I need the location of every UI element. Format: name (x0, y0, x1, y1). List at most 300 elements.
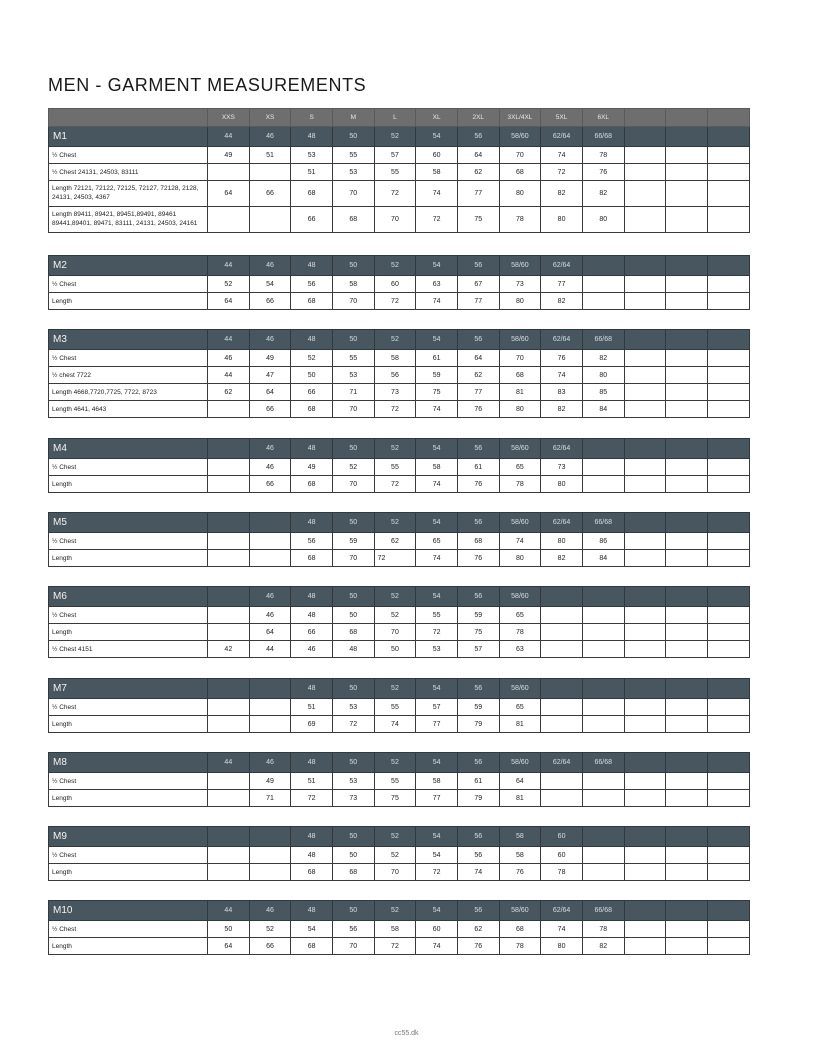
measurement-cell: 48 (332, 641, 374, 658)
model-size-cell: 48 (291, 439, 333, 459)
model-size-cell: 62/64 (541, 330, 583, 350)
measurement-cell: 44 (249, 641, 291, 658)
model-size-cell (666, 256, 708, 276)
model-size-cell: 50 (332, 827, 374, 847)
model-name: M10 (49, 901, 208, 921)
size-header-row (49, 109, 750, 127)
measurement-cell (666, 384, 708, 401)
measurement-cell: 71 (332, 384, 374, 401)
measurement-cell: 76 (457, 938, 499, 955)
table-m1 (48, 108, 750, 233)
table-row (49, 773, 750, 790)
measurement-cell (541, 607, 583, 624)
measurement-cell (208, 533, 250, 550)
measurement-cell: 72 (374, 401, 416, 418)
measurement-cell (249, 716, 291, 733)
table-row (49, 350, 750, 367)
measurement-cell (208, 773, 250, 790)
measurement-cell (707, 384, 749, 401)
model-header-row (49, 827, 750, 847)
measurement-cell (707, 276, 749, 293)
measurement-cell: 58 (416, 773, 458, 790)
table-m9 (48, 826, 750, 881)
table-m2 (48, 255, 750, 310)
row-label: Length (49, 476, 208, 493)
measurement-cell: 72 (374, 181, 416, 207)
measurement-cell: 50 (291, 367, 333, 384)
model-size-cell (582, 587, 624, 607)
measurement-cell (666, 641, 708, 658)
model-size-cell: 50 (332, 256, 374, 276)
measurement-cell (707, 624, 749, 641)
measurement-cell (624, 607, 666, 624)
model-size-cell (707, 127, 749, 147)
measurement-cell (208, 207, 250, 233)
measurement-cell: 74 (416, 181, 458, 207)
measurement-cell (208, 699, 250, 716)
model-size-cell: 58/60 (499, 256, 541, 276)
measurement-cell (582, 293, 624, 310)
measurement-cell (541, 641, 583, 658)
row-label: ½ Chest (49, 533, 208, 550)
measurement-cell: 70 (499, 147, 541, 164)
measurement-cell: 55 (332, 147, 374, 164)
measurement-cell: 46 (291, 641, 333, 658)
measurement-cell: 53 (332, 367, 374, 384)
measurement-cell: 82 (582, 350, 624, 367)
measurement-cell: 80 (541, 938, 583, 955)
measurement-cell: 68 (291, 938, 333, 955)
measurement-cell: 70 (332, 550, 374, 567)
measurement-cell: 70 (332, 938, 374, 955)
measurement-cell: 66 (291, 207, 333, 233)
model-size-cell: 58/60 (499, 513, 541, 533)
model-size-cell: 48 (291, 901, 333, 921)
measurement-cell: 77 (416, 716, 458, 733)
table-m8 (48, 752, 750, 807)
measurement-cell: 72 (374, 938, 416, 955)
measurement-cell (666, 790, 708, 807)
measurement-cell (666, 550, 708, 567)
measurement-cell (666, 938, 708, 955)
model-name: M2 (49, 256, 208, 276)
measurement-cell: 74 (416, 476, 458, 493)
measurement-cell (666, 276, 708, 293)
measurement-cell: 82 (541, 181, 583, 207)
table-row (49, 864, 750, 881)
measurement-cell (582, 641, 624, 658)
measurement-cell: 55 (374, 699, 416, 716)
measurement-cell: 64 (499, 773, 541, 790)
size-header-cell: 2XL (457, 109, 499, 127)
model-size-cell: 50 (332, 513, 374, 533)
model-header-row (49, 679, 750, 699)
measurement-cell (624, 207, 666, 233)
measurement-cell: 57 (457, 641, 499, 658)
measurement-cell: 64 (208, 938, 250, 955)
measurement-cell: 76 (457, 401, 499, 418)
model-size-cell: 56 (457, 827, 499, 847)
size-header-cell (666, 109, 708, 127)
model-size-cell (582, 679, 624, 699)
model-size-cell: 54 (416, 901, 458, 921)
model-name: M3 (49, 330, 208, 350)
measurement-cell (666, 533, 708, 550)
measurement-cell: 62 (374, 533, 416, 550)
table-m4 (48, 438, 750, 493)
model-header-row (49, 439, 750, 459)
measurement-cell: 51 (291, 773, 333, 790)
measurement-cell: 81 (499, 790, 541, 807)
measurement-cell (624, 181, 666, 207)
measurement-cell (208, 459, 250, 476)
model-size-cell (707, 679, 749, 699)
measurement-cell: 64 (249, 624, 291, 641)
measurement-cell: 82 (582, 938, 624, 955)
measurement-cell: 61 (416, 350, 458, 367)
model-size-cell (541, 679, 583, 699)
measurement-cell: 66 (291, 384, 333, 401)
model-size-cell: 44 (208, 127, 250, 147)
measurement-cell (624, 293, 666, 310)
measurement-cell: 64 (457, 350, 499, 367)
measurement-cell: 82 (541, 293, 583, 310)
size-header-label (49, 109, 208, 127)
model-size-cell: 66/68 (582, 901, 624, 921)
measurement-cell (707, 773, 749, 790)
measurement-cell (208, 607, 250, 624)
model-size-cell: 46 (249, 127, 291, 147)
row-label: Length 72121, 72122, 72125, 72127, 72128, 2128, 24131, 24503, 4367 (49, 181, 208, 207)
measurement-cell (707, 367, 749, 384)
measurement-cell: 68 (291, 476, 333, 493)
measurement-cell: 65 (499, 459, 541, 476)
measurement-cell: 56 (291, 276, 333, 293)
model-size-cell (208, 587, 250, 607)
measurement-cell: 84 (582, 401, 624, 418)
measurement-cell: 62 (457, 367, 499, 384)
row-label: ½ Chest 24131, 24503, 83111 (49, 164, 208, 181)
measurement-cell: 54 (249, 276, 291, 293)
measurement-cell: 58 (499, 847, 541, 864)
row-label: Length (49, 864, 208, 881)
measurement-cell: 64 (249, 384, 291, 401)
measurement-cell: 74 (541, 147, 583, 164)
table-row (49, 533, 750, 550)
measurement-cell: 70 (374, 864, 416, 881)
measurement-cell (624, 847, 666, 864)
measurement-cell (666, 716, 708, 733)
model-size-cell (624, 753, 666, 773)
model-header-row (49, 587, 750, 607)
size-header-cell: 5XL (541, 109, 583, 127)
model-size-cell (624, 901, 666, 921)
measurement-cell (666, 459, 708, 476)
measurement-cell (541, 699, 583, 716)
model-size-cell (666, 901, 708, 921)
model-size-cell: 44 (208, 901, 250, 921)
table-row (49, 401, 750, 418)
model-size-cell (707, 753, 749, 773)
measurement-cell: 78 (499, 207, 541, 233)
row-label: ½ chest 7722 (49, 367, 208, 384)
table-row (49, 716, 750, 733)
measurement-cell: 55 (374, 459, 416, 476)
model-size-cell: 46 (249, 587, 291, 607)
model-size-cell: 46 (249, 753, 291, 773)
model-size-cell (249, 513, 291, 533)
measurement-cell: 76 (457, 476, 499, 493)
measurement-cell: 80 (582, 367, 624, 384)
model-size-cell: 54 (416, 330, 458, 350)
measurement-cell (624, 459, 666, 476)
measurement-cell: 72 (374, 293, 416, 310)
model-size-cell: 58/60 (499, 439, 541, 459)
measurement-cell (208, 864, 250, 881)
measurement-cell (707, 716, 749, 733)
model-size-cell: 58 (499, 827, 541, 847)
table-row (49, 641, 750, 658)
measurement-cell (582, 716, 624, 733)
measurement-cell: 73 (499, 276, 541, 293)
measurement-cell: 74 (374, 716, 416, 733)
measurement-cell (582, 476, 624, 493)
measurement-cell: 74 (457, 864, 499, 881)
model-size-cell: 50 (332, 753, 374, 773)
measurement-cell (249, 699, 291, 716)
measurement-cell: 65 (416, 533, 458, 550)
measurement-cell (208, 624, 250, 641)
measurement-cell: 68 (499, 921, 541, 938)
model-size-cell: 56 (457, 753, 499, 773)
model-size-cell: 54 (416, 753, 458, 773)
measurement-cell: 66 (249, 938, 291, 955)
measurement-cell: 46 (249, 607, 291, 624)
measurement-cell: 68 (291, 293, 333, 310)
model-size-cell: 46 (249, 439, 291, 459)
model-size-cell: 58/60 (499, 901, 541, 921)
measurement-cell (666, 164, 708, 181)
model-header-row (49, 127, 750, 147)
row-label: ½ Chest (49, 350, 208, 367)
measurement-cell: 74 (499, 533, 541, 550)
measurement-cell (582, 773, 624, 790)
measurement-cell (249, 550, 291, 567)
model-size-cell: 58/60 (499, 587, 541, 607)
measurement-cell (707, 350, 749, 367)
measurement-cell: 68 (332, 207, 374, 233)
measurement-cell: 49 (249, 350, 291, 367)
model-header-row (49, 901, 750, 921)
model-size-cell: 48 (291, 679, 333, 699)
measurement-cell (624, 773, 666, 790)
table-row (49, 181, 750, 207)
measurement-cell: 60 (416, 147, 458, 164)
model-size-cell: 62/64 (541, 439, 583, 459)
measurement-cell: 73 (374, 384, 416, 401)
measurement-cell: 52 (249, 921, 291, 938)
measurement-cell (208, 847, 250, 864)
measurement-cell (666, 607, 708, 624)
model-size-cell (707, 513, 749, 533)
measurement-cell: 84 (582, 550, 624, 567)
measurement-cell (624, 533, 666, 550)
row-label: ½ Chest (49, 847, 208, 864)
model-name: M8 (49, 753, 208, 773)
model-size-cell (666, 127, 708, 147)
measurement-cell (541, 716, 583, 733)
model-size-cell: 66/68 (582, 753, 624, 773)
model-size-cell: 66/68 (582, 127, 624, 147)
table-row (49, 367, 750, 384)
model-size-cell: 56 (457, 587, 499, 607)
measurement-cell: 53 (291, 147, 333, 164)
measurement-cell: 60 (541, 847, 583, 864)
row-label: Length (49, 293, 208, 310)
model-size-cell: 48 (291, 127, 333, 147)
table-row (49, 476, 750, 493)
measurement-cell: 70 (332, 401, 374, 418)
measurement-cell: 51 (291, 164, 333, 181)
model-size-cell (208, 679, 250, 699)
measurement-cell: 56 (374, 367, 416, 384)
measurement-cell (707, 864, 749, 881)
measurement-cell: 48 (291, 607, 333, 624)
measurement-cell: 70 (332, 293, 374, 310)
model-size-cell (582, 256, 624, 276)
table-row (49, 921, 750, 938)
measurement-cell (582, 864, 624, 881)
measurement-cell (666, 847, 708, 864)
measurement-cell: 64 (457, 147, 499, 164)
model-name: M6 (49, 587, 208, 607)
measurement-cell (624, 147, 666, 164)
model-size-cell: 54 (416, 587, 458, 607)
measurement-cell: 66 (249, 181, 291, 207)
model-size-cell (707, 439, 749, 459)
measurement-cell: 72 (291, 790, 333, 807)
table-m6 (48, 586, 750, 658)
measurement-cell (707, 147, 749, 164)
model-size-cell: 52 (374, 439, 416, 459)
measurement-cell: 75 (416, 384, 458, 401)
measurement-cell (249, 533, 291, 550)
model-size-cell (582, 439, 624, 459)
measurement-cell: 68 (332, 864, 374, 881)
measurement-cell: 57 (416, 699, 458, 716)
model-size-cell: 52 (374, 901, 416, 921)
model-size-cell: 56 (457, 513, 499, 533)
measurement-cell: 68 (291, 401, 333, 418)
measurement-cell: 68 (457, 533, 499, 550)
size-header-cell: 3XL/4XL (499, 109, 541, 127)
model-size-cell (624, 513, 666, 533)
model-size-cell: 66/68 (582, 513, 624, 533)
measurement-cell: 66 (249, 476, 291, 493)
measurement-cell: 52 (208, 276, 250, 293)
model-size-cell: 58/60 (499, 679, 541, 699)
measurement-cell: 58 (374, 350, 416, 367)
footer-text: cc55.dk (394, 1030, 419, 1037)
measurement-cell: 69 (291, 716, 333, 733)
measurement-cell (249, 164, 291, 181)
measurement-cell (582, 607, 624, 624)
measurement-cell (249, 847, 291, 864)
model-size-cell: 52 (374, 679, 416, 699)
model-size-cell: 56 (457, 330, 499, 350)
measurement-cell (707, 938, 749, 955)
row-label: Length 4641, 4643 (49, 401, 208, 418)
measurement-cell (707, 533, 749, 550)
measurement-cell: 62 (457, 164, 499, 181)
size-header-cell (707, 109, 749, 127)
model-size-cell: 48 (291, 256, 333, 276)
measurement-cell: 59 (416, 367, 458, 384)
measurement-cell: 70 (374, 207, 416, 233)
measurement-cell (624, 699, 666, 716)
measurement-cell: 56 (332, 921, 374, 938)
model-size-cell: 50 (332, 439, 374, 459)
measurement-cell: 56 (291, 533, 333, 550)
measurement-cell: 77 (457, 384, 499, 401)
measurement-cell (624, 641, 666, 658)
measurement-cell (666, 147, 708, 164)
measurement-cell (707, 164, 749, 181)
measurement-cell: 76 (582, 164, 624, 181)
measurement-cell: 52 (374, 847, 416, 864)
model-size-cell: 56 (457, 127, 499, 147)
model-size-cell: 58/60 (499, 753, 541, 773)
size-header-cell: XXS (208, 109, 250, 127)
measurement-cell: 70 (332, 476, 374, 493)
measurement-cell: 72 (374, 476, 416, 493)
measurement-cell: 47 (249, 367, 291, 384)
measurement-cell (208, 401, 250, 418)
measurement-cell: 63 (416, 276, 458, 293)
measurement-cell (624, 921, 666, 938)
measurement-cell: 65 (499, 699, 541, 716)
model-size-cell (208, 827, 250, 847)
measurement-cell: 80 (541, 207, 583, 233)
measurement-cell (624, 367, 666, 384)
model-size-cell (208, 513, 250, 533)
measurement-cell: 58 (332, 276, 374, 293)
table-row (49, 276, 750, 293)
measurement-cell: 72 (416, 207, 458, 233)
table-row (49, 847, 750, 864)
measurement-cell: 80 (499, 293, 541, 310)
model-size-cell: 66/68 (582, 330, 624, 350)
measurement-cell (707, 459, 749, 476)
measurement-cell (208, 476, 250, 493)
row-label: Length 89411, 89421, 89451,89491, 89461 89441,89401, 89471, 83111, 24131, 24503, 24161 (49, 207, 208, 233)
measurement-cell: 68 (499, 367, 541, 384)
measurement-cell: 42 (208, 641, 250, 658)
measurement-cell: 64 (208, 181, 250, 207)
measurement-cell: 74 (416, 938, 458, 955)
measurement-cell (707, 847, 749, 864)
model-size-cell: 62/64 (541, 127, 583, 147)
measurement-cell: 65 (499, 607, 541, 624)
model-size-cell: 54 (416, 513, 458, 533)
measurement-cell: 81 (499, 716, 541, 733)
table-row (49, 699, 750, 716)
measurement-cell: 82 (541, 550, 583, 567)
measurement-cell: 77 (457, 181, 499, 207)
measurement-cell: 52 (332, 459, 374, 476)
measurement-cell (707, 921, 749, 938)
measurement-cell: 80 (499, 401, 541, 418)
